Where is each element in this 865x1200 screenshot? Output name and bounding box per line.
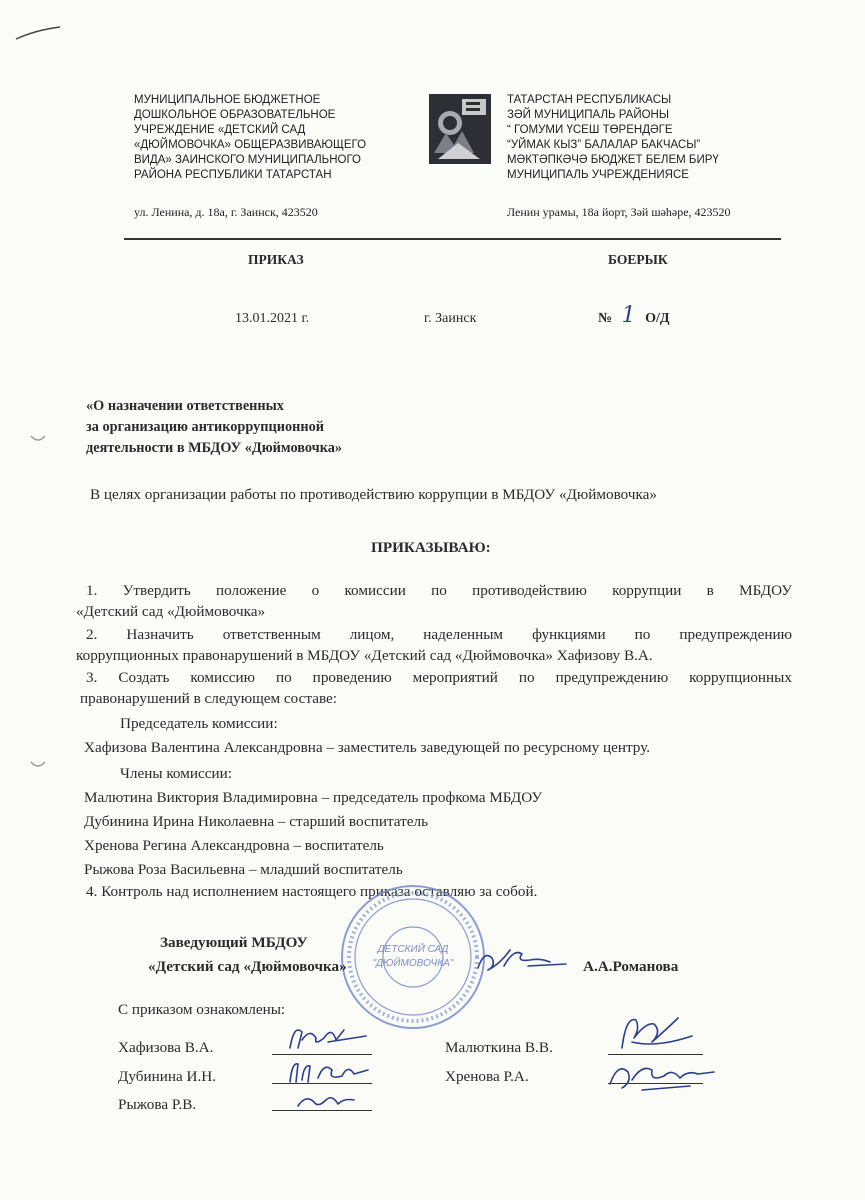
- signer-position-2: «Детский сад «Дюймовочка»: [148, 958, 347, 975]
- acq-right-name: Малюткина В.В.: [445, 1039, 553, 1056]
- number-value: 1: [621, 303, 636, 328]
- header-right-line: МУНИЦИПАЛЬ УЧРЕЖДЕНИЯСЕ: [507, 169, 689, 181]
- header-left-line: МУНИЦИПАЛЬНОЕ БЮДЖЕТНОЕ: [134, 94, 321, 106]
- stamp-text-line2: "ДЮЙМОВОЧКА": [372, 958, 454, 969]
- doc-number: [598, 303, 670, 328]
- acq-left-name: Хафизова В.А.: [118, 1039, 214, 1056]
- order-word: ПРИКАЗЫВАЮ:: [371, 539, 491, 556]
- header-right-org: [507, 93, 719, 183]
- pen-mark: [14, 24, 64, 44]
- header-left-org: [134, 93, 366, 183]
- header-divider: [124, 238, 781, 240]
- chair-label: Председатель комиссии:: [120, 715, 278, 732]
- item-4: 4. Контроль над исполнением настоящего приказа оставляю за собой.: [86, 883, 538, 900]
- item-3-line1: 3. Создать комиссию по проведению мероприятий по предупреждению коррупционных: [86, 669, 792, 686]
- header-left-line: РАЙОНА РЕСПУБЛИКИ ТАТАРСТАН: [134, 169, 332, 181]
- header-right-line: “ ГОМУМИ ҮСЕШ ТӨРЕНДӘГЕ: [507, 124, 673, 136]
- item-3-line2: правонарушений в следующем составе:: [80, 690, 337, 707]
- header-left-address: ул. Ленина, д. 18а, г. Заинск, 423520: [134, 205, 318, 219]
- number-suffix: О/Д: [645, 311, 670, 326]
- subject-line: деятельности в МБДОУ «Дюймовочка»: [86, 440, 343, 456]
- head-signature: [470, 940, 580, 980]
- header-right-address: Ленин урамы, 18а йорт, Зәй шәһәре, 423520: [507, 205, 731, 219]
- members-label: Члены комиссии:: [120, 765, 232, 782]
- title-boeryk: БОЕРЫК: [608, 252, 668, 267]
- item-1-line1: 1. Утвердить положение о комиссии по противодействию коррупции в МБДОУ: [86, 582, 792, 599]
- member-item: Малютина Виктория Владимировна – председатель профкома МБДОУ: [84, 789, 543, 806]
- header-left-line: УЧРЕЖДЕНИЕ «ДЕТСКИЙ САД: [134, 124, 306, 136]
- item-1-line2: «Детский сад «Дюймовочка»: [76, 603, 266, 620]
- header-left-line: ВИДА» ЗАИНСКОГО МУНИЦИПАЛЬНОГО: [134, 154, 362, 166]
- item-2-line1: 2. Назначить ответственным лицом, наделенным функциями по предупреждению: [86, 626, 792, 643]
- signer-position-1: Заведующий МБДОУ: [160, 934, 308, 951]
- subject-line: за организацию антикоррупционной: [86, 419, 324, 435]
- header-right-line: “УЙМАК КЫЗ” БАЛАЛАР БАКЧАСЫ”: [507, 139, 701, 151]
- header-right-line: ЗӘЙ МУНИЦИПАЛЬ РАЙОНЫ: [507, 109, 670, 121]
- chair-name: Хафизова Валентина Александровна – заместитель заведующей по ресурсному центру.: [84, 739, 651, 756]
- subject-line: «О назначении ответственных: [86, 398, 284, 414]
- signature-hrenova: [602, 1054, 722, 1098]
- acquainted-label: С приказом ознакомлены:: [118, 1001, 286, 1018]
- member-item: Хренова Регина Александровна – воспитатель: [84, 837, 384, 854]
- title-prikaz: ПРИКАЗ: [248, 252, 304, 267]
- acq-left-name: Дубинина И.Н.: [118, 1068, 217, 1085]
- acq-left-name: Рыжова Р.В.: [118, 1096, 197, 1113]
- signature-dubinina: [284, 1056, 374, 1088]
- member-item: Рыжова Роза Васильевна – младший воспитатель: [84, 861, 403, 878]
- hole-mark: [28, 432, 48, 446]
- stamp-text-line1: ДЕТСКИЙ САД: [377, 944, 449, 955]
- doc-city: г. Заинск: [424, 311, 477, 326]
- item-2-line2: коррупционных правонарушений в МБДОУ «Детский сад «Дюймовочка» Хафизову В.А.: [76, 647, 653, 664]
- hole-mark: [28, 758, 48, 772]
- signature-ryzhova: [294, 1090, 364, 1112]
- header-left-line: ДОШКОЛЬНОЕ ОБРАЗОВАТЕЛЬНОЕ: [134, 109, 336, 121]
- signer-name: А.А.Романова: [583, 958, 679, 975]
- subject: [86, 396, 342, 459]
- header-left-line: «ДЮЙМОВОЧКА» ОБЩЕРАЗВИВАЮЩЕГО: [134, 139, 367, 151]
- member-item: Дубинина Ирина Николаевна – старший воспитатель: [84, 813, 429, 830]
- doc-date: 13.01.2021 г.: [235, 311, 310, 326]
- header-right-line: ТАТАРСТАН РЕСПУБЛИКАСЫ: [507, 94, 672, 106]
- signature-hafizova: [284, 1018, 374, 1058]
- preamble: В целях организации работы по противодействию коррупции в МБДОУ «Дюймовочка»: [90, 486, 657, 503]
- acq-right-name: Хренова Р.А.: [445, 1068, 529, 1085]
- header-right-line: МӘКТӘПКӘЧӘ БЮДЖЕТ БЕЛЕМ БИРҮ: [507, 154, 719, 166]
- official-stamp: [338, 882, 488, 1032]
- emblem-icon: [428, 93, 492, 165]
- signature-malyutkina: [612, 1008, 702, 1058]
- members-list: [84, 786, 542, 882]
- number-sign: №: [598, 311, 613, 326]
